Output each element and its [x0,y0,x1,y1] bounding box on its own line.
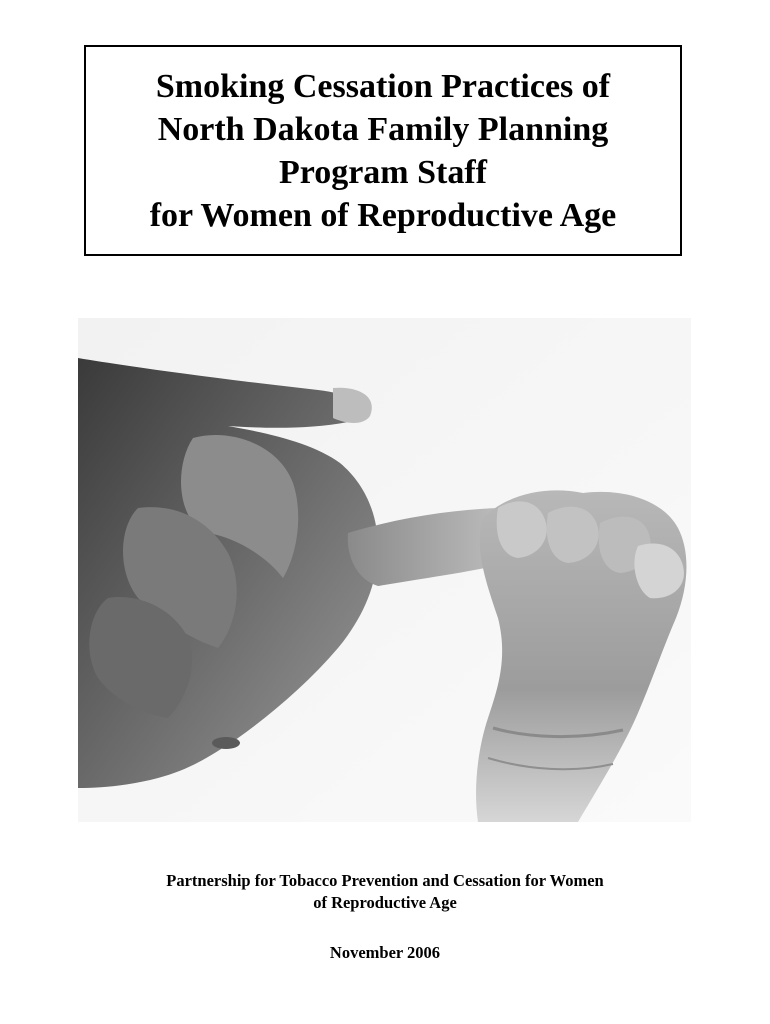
partnership-line-1: Partnership for Tobacco Prevention and Cessation for Women [166,871,604,890]
cover-photo [78,318,691,822]
title-line-2: North Dakota Family Planning [157,110,609,148]
title-box [84,45,682,256]
publication-date: November 2006 [329,943,441,962]
hands-photo-illustration [78,318,691,822]
partnership-text [0,870,770,914]
title-line-4: for Women of Reproductive Age [149,196,617,234]
title-line-3: Program Staff [278,153,488,191]
title-line-1: Smoking Cessation Practices of [155,67,611,105]
partnership-line-2: of Reproductive Age [313,893,457,912]
